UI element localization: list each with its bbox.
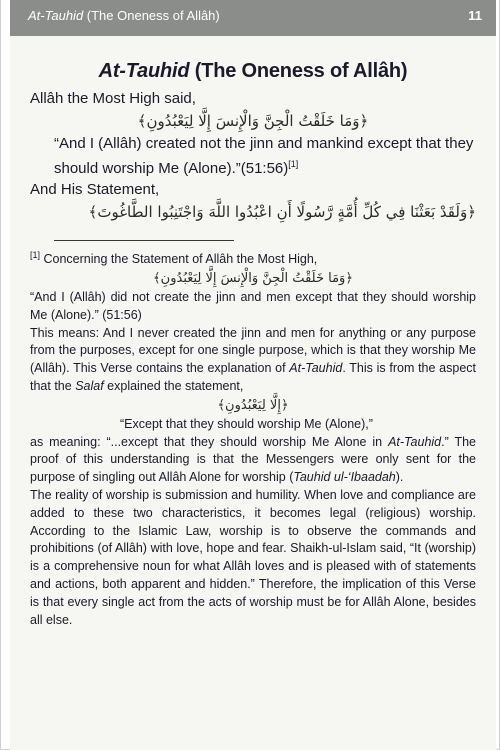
running-header-title	[28, 8, 220, 23]
chapter-title-rest: (The Oneness of Allâh)	[189, 60, 408, 82]
para2-b: .” The proof of this understanding is that the Messengers were only sent for the purpose of singling out Allâh Alone for worship (	[30, 434, 477, 485]
footnote	[30, 247, 476, 629]
header-title-italic: At-Tauhid	[28, 8, 84, 23]
page-number: 11	[468, 8, 482, 23]
footnote-divider	[54, 240, 234, 241]
footnote-para-2-quote: “Except that they should worship Me (Alone),”	[120, 416, 373, 431]
footnote-marker-ref[interactable]: [1]	[288, 159, 299, 169]
header-title-rest: (The Oneness of Allâh)	[83, 8, 220, 23]
translation-1	[30, 133, 476, 179]
para2-c: ).	[395, 470, 404, 485]
intro-line: Allâh the Most High said,	[30, 90, 196, 107]
para1-mid: . This is from the aspect that the	[30, 361, 476, 393]
footnote-marker: [1]	[30, 250, 41, 260]
chapter-title-italic: At-Tauhid	[98, 60, 190, 82]
para2-a: as meaning: “...except that they should worship Me Alone in	[30, 434, 389, 449]
para2-italic-1: At-Tauhid	[388, 434, 442, 449]
para1-end: explained the statement,	[103, 378, 244, 393]
footnote-para-3: The reality of worship is submission and humility. When love and compliance are added to these two characteristics, it becomes legal (religious) worship. According to the Islamic Law, worship is to observe the commands and prohibitions (of Allâh) with love, hope and fear. Shaikh-ul-Islam said, “It (worship) is a comprehensive noun for what Allâh loves and is pleased with of statements and actions, both apparent and hidden.” Therefore, the implication of this Verse is that every single act from the acts of worship must be for Allâh Alone, besides all else.	[30, 487, 476, 627]
para1-italic-2: Salaf	[75, 378, 104, 393]
para2-italic-2: Tauhid ul-‘Ibaadah	[293, 470, 396, 485]
para1-text: This means: And I never created the jinn and men for anything or any purpose from the purposes, except for one single purpose, which is that they worship Me (Allâh). This Verse contains the explanation of	[30, 325, 476, 376]
arabic-verse-1: ﴿وَمَا خَلَقْتُ الْجِنَّ وَالْإِنسَ إِلَّا لِيَعْبُدُونِ﴾	[137, 112, 369, 130]
footnote-arabic-phrase: ﴿إِلَّا لِيَعْبُدُونِ﴾	[217, 397, 289, 413]
page-content	[30, 60, 476, 629]
footnote-intro-text: Concerning the Statement of Allâh the Most High,	[40, 252, 318, 267]
arabic-verse-2: ﴿وَلَقَدْ بَعَثْنَا فِي كُلِّ أُمَّةٍ رَّسُولًا أَنِ اعْبُدُوا اللَّهَ وَاجْتَنِبُوا الطَّاغُوتَ﴾	[88, 203, 476, 221]
para1-italic-1: At-Tauhid	[289, 361, 343, 376]
translation-1-text: “And I (Allâh) created not the jinn and mankind except that they should worship Me (Alone).”(51:56)	[54, 135, 474, 177]
book-page	[10, 0, 496, 750]
chapter-title	[30, 60, 476, 83]
main-text	[30, 88, 476, 224]
footnote-arabic-verse: ﴿وَمَا خَلَقْتُ الْجِنَّ وَالْإِنسَ إِلَّا لِيَعْبُدُونِ﴾	[153, 270, 353, 286]
running-header	[10, 0, 496, 36]
statement-intro: And His Statement,	[30, 181, 160, 198]
footnote-intro	[30, 247, 476, 269]
footnote-para-1	[30, 325, 476, 396]
footnote-para-2	[30, 434, 476, 487]
footnote-translation: “And I (Allâh) did not create the jinn and men except that they should worship Me (Alone).” (51:56)	[30, 289, 476, 322]
